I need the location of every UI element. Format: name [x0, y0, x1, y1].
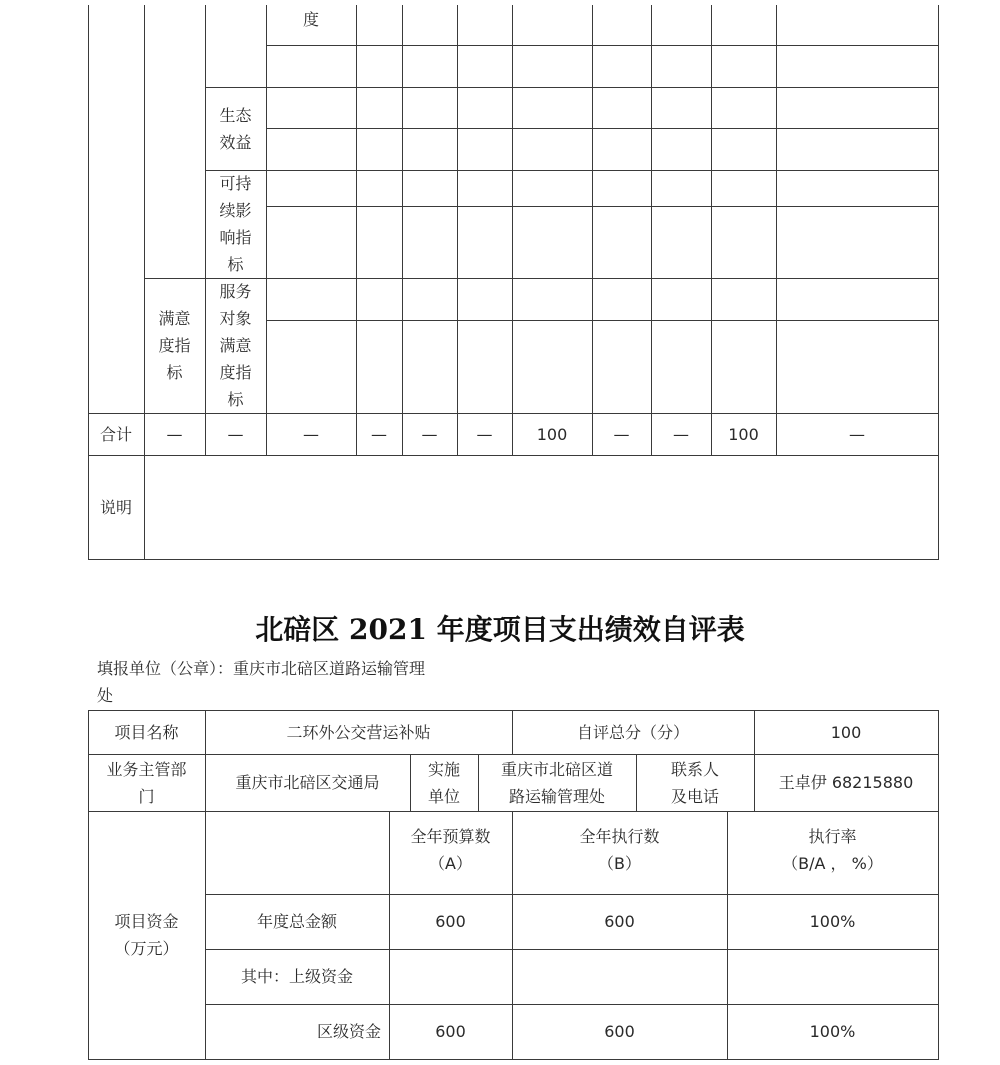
impl-value: 重庆市北碚区道 路运输管理处 — [500, 759, 613, 806]
row-label: 年度总金额 — [256, 912, 337, 931]
row-executed: 600 — [604, 1022, 635, 1041]
row-rate: 100% — [809, 1022, 856, 1041]
cell-du-fragment: 度 — [302, 9, 319, 29]
total-cell: — — [166, 424, 183, 444]
executed-header: 全年执行数 （B） — [579, 827, 660, 873]
form-title: 北碚区 2021 年度项目支出绩效自评表 — [255, 613, 745, 646]
row-executed: 600 — [604, 912, 635, 931]
contact-value: 王卓伊 68215880 — [778, 773, 914, 792]
row-budget — [389, 949, 512, 1004]
total-cell: — — [421, 424, 438, 444]
total-cell: 100 — [728, 424, 759, 444]
impl-label: 实施 单位 — [427, 759, 460, 806]
contact-label: 联系人 及电话 — [670, 759, 719, 806]
score-label: 自评总分（分） — [576, 722, 689, 742]
notes-label: 说明 — [99, 497, 132, 517]
cell-sustainable-impact: 可持 续影 响指 标 — [219, 174, 252, 274]
total-cell: — — [303, 424, 319, 444]
dept-value: 重庆市北碚区交通局 — [235, 773, 380, 792]
total-cell: — — [371, 424, 387, 444]
row-label: 区级资金 — [316, 1022, 381, 1041]
total-cell: — — [849, 424, 865, 444]
project-name-value: 二环外公交营运补贴 — [286, 722, 431, 742]
cell-satisfaction-indicator: 服务 对象 满意 度指 标 — [219, 282, 252, 409]
total-label: 合计 — [99, 424, 132, 444]
row-label: 其中：上级资金 — [240, 967, 353, 986]
funds-label: 项目资金 （万元） — [114, 912, 179, 958]
row-budget: 600 — [435, 1022, 466, 1041]
total-cell: 100 — [536, 424, 568, 444]
row-rate: 100% — [809, 912, 856, 931]
cell-satisfaction-category: 满意 度指 标 — [158, 309, 191, 382]
row-executed — [512, 949, 727, 1004]
cell-ecological-benefit: 生态 效益 — [219, 105, 252, 152]
row-budget: 600 — [435, 912, 466, 931]
rate-header: 执行率 （B/A ， %） — [782, 827, 883, 873]
total-cell: — — [613, 424, 630, 444]
budget-header: 全年预算数 （A） — [410, 827, 491, 873]
row-rate — [727, 949, 938, 1004]
total-cell: — — [673, 424, 689, 444]
filing-unit: 填报单位（公章）：重庆市北碚区道路运输管理 处 — [97, 659, 426, 705]
project-name-label: 项目名称 — [114, 722, 179, 742]
total-cell: — — [476, 424, 493, 444]
total-cell: — — [227, 424, 244, 444]
score-value: 100 — [830, 722, 862, 742]
dept-label: 业务主管部 门 — [106, 759, 187, 806]
